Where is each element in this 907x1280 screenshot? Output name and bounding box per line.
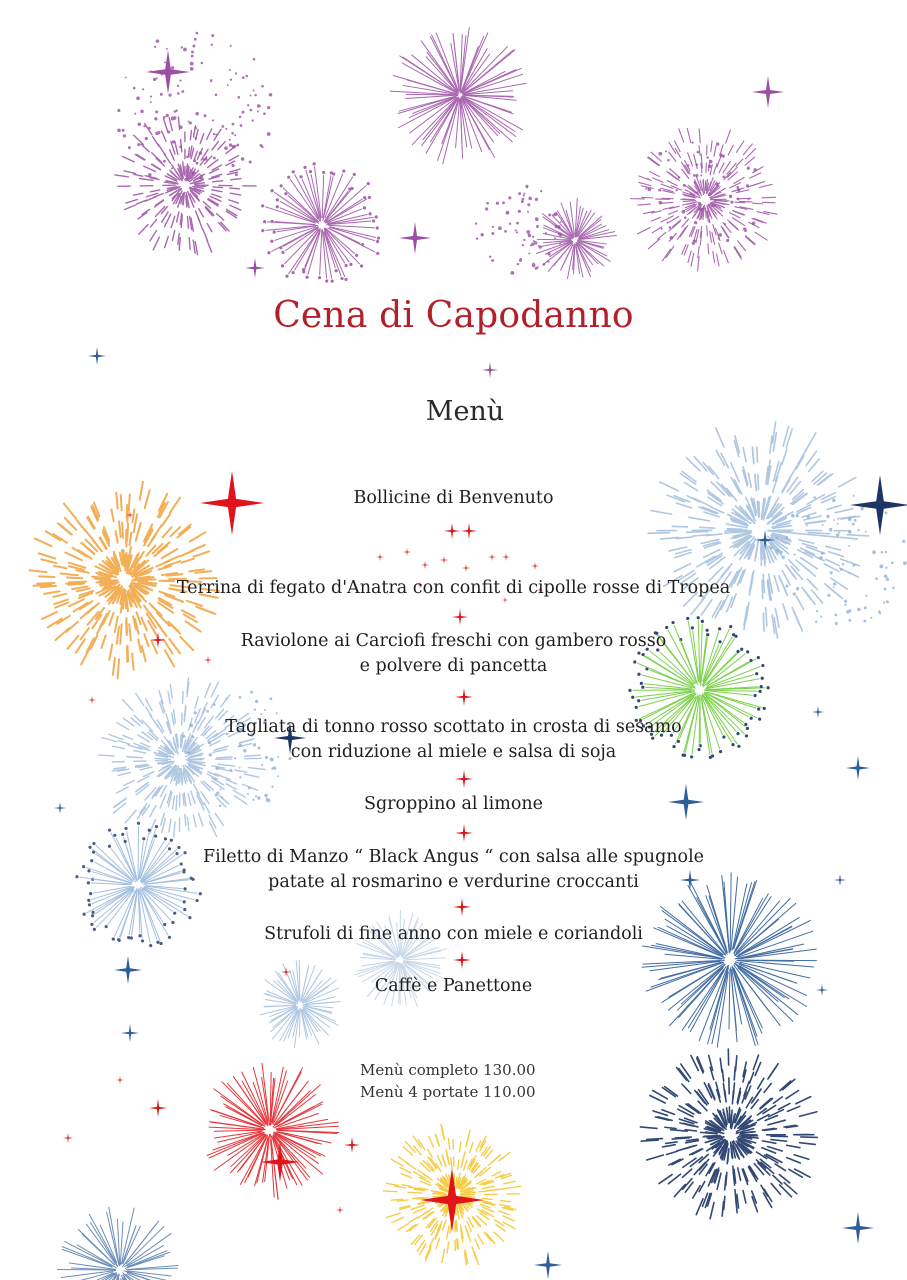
course-line: con riduzione al miele e salsa di soja: [290, 742, 617, 762]
course-line: Bollicine di Benvenuto: [353, 488, 554, 508]
course-item: [0, 792, 907, 817]
course-line: Caffè e Panettone: [374, 976, 533, 996]
course-item: [0, 576, 907, 601]
course-item: [0, 845, 907, 895]
menu-heading: Menù: [425, 396, 505, 427]
course-item: [0, 629, 907, 679]
course-item: [0, 922, 907, 947]
course-line: Tagliata di tonno rosso scottato in crosta di sesamo: [225, 717, 682, 737]
course-item: [0, 486, 907, 511]
page-title: Cena di Capodanno: [273, 295, 634, 336]
course-line: patate al rosmarino e verdurine croccanti: [268, 872, 639, 892]
course-item: [0, 715, 907, 765]
course-line: Terrina di fegato d'Anatra con confit di cipolle rosse di Tropea: [176, 578, 731, 598]
course-line: Sgroppino al limone: [363, 794, 543, 814]
course-line: Filetto di Manzo “ Black Angus “ con salsa alle spugnole: [202, 847, 705, 867]
course-line: e polvere di pancetta: [359, 656, 548, 676]
course-line: Strufoli di fine anno con miele e coriandoli: [264, 924, 643, 944]
price-four-courses: Menù 4 portate 110.00: [360, 1083, 536, 1101]
course-item: [0, 974, 907, 999]
price-complete: Menù completo 130.00: [360, 1061, 536, 1079]
course-line: Raviolone ai Carciofi freschi con gambero rosso: [240, 631, 667, 651]
